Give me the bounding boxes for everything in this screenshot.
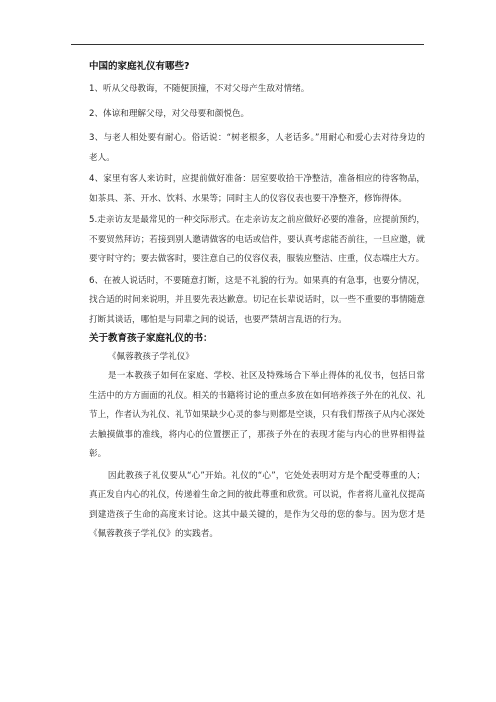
list-item: 3、与老人相处要有耐心。俗话说：“树老根多，人老话多。”用耐心和爱心去对待身边的老人。 bbox=[89, 133, 425, 163]
body-paragraph: 因此教孩子礼仪要从“心”开始。礼仪的“心”，它处处表明对方是个配受尊重的人；真正发自内心的礼仪，传递着生命之间的彼此尊重和欣赏。可以说，作者将儿童礼仪提高到建造孩子生命的高度来讨论。这其中最关键的，是作为父母的您的参与。因为您才是《佩蓉教孩子学礼仪》的实践者。 bbox=[89, 470, 425, 539]
list-item: 2、体谅和理解父母，对父母要和颜悦色。 bbox=[89, 108, 250, 119]
body-paragraph: 是一本教孩子如何在家庭、学校、社区及特殊场合下举止得体的礼仪书，包括日常生活中的方方面面的礼仪。相关的书籍将讨论的重点多放在如何培养孩子外在的礼仪、礼节上，作者认为礼仪、礼节如果缺少心灵的参与则都是空谈，只有我们帮孩子从内心深处去触摸做事的准线，将内心的位置摆正了，那孩子外在的表现才能与内心的世界相得益彰。 bbox=[89, 371, 425, 459]
list-item: 5.走亲访友是最常见的一种交际形式。在走亲访友之前应做好必要的准备，应提前预约，不要贸然拜访；若接到别人邀请做客的电话或信件，要认真考虑能否前往，一旦应邀，就要守时守约；要去做客时，要注意自己的仪容仪表，服装应整洁、庄重，仪态端庄大方。 bbox=[89, 215, 425, 264]
section-heading-etiquette: 中国的家庭礼仪有哪些? bbox=[89, 61, 190, 72]
book-title: 《佩蓉教孩子学礼仪》 bbox=[107, 352, 194, 362]
document-body bbox=[89, 60, 425, 547]
list-item: 4、家里有客人来访时，应提前做好准备：居室要收拾干净整洁，准备相应的待客物品，如茶具、茶、开水、饮料、水果等；同时主人的仪容仪表也要干净整齐，修饰得体。 bbox=[89, 174, 425, 204]
list-item: 6、在被人说话时，不要随意打断，这是不礼貌的行为。如果真的有急事，也要分情况，找合适的时间来说明，并且要先表达歉意。切记在长辈说话时，以一些不重要的事情随意打断其谈话，哪怕是与同辈之间的说话，也要严禁胡言乱语的行为。 bbox=[89, 275, 425, 325]
list-item: 1、听从父母教诲，不随便顶撞，不对父母产生敌对情绪。 bbox=[89, 84, 310, 94]
header-rule bbox=[71, 44, 424, 45]
section-heading-books: 关于教育孩子家庭礼仪的书： bbox=[89, 333, 213, 344]
